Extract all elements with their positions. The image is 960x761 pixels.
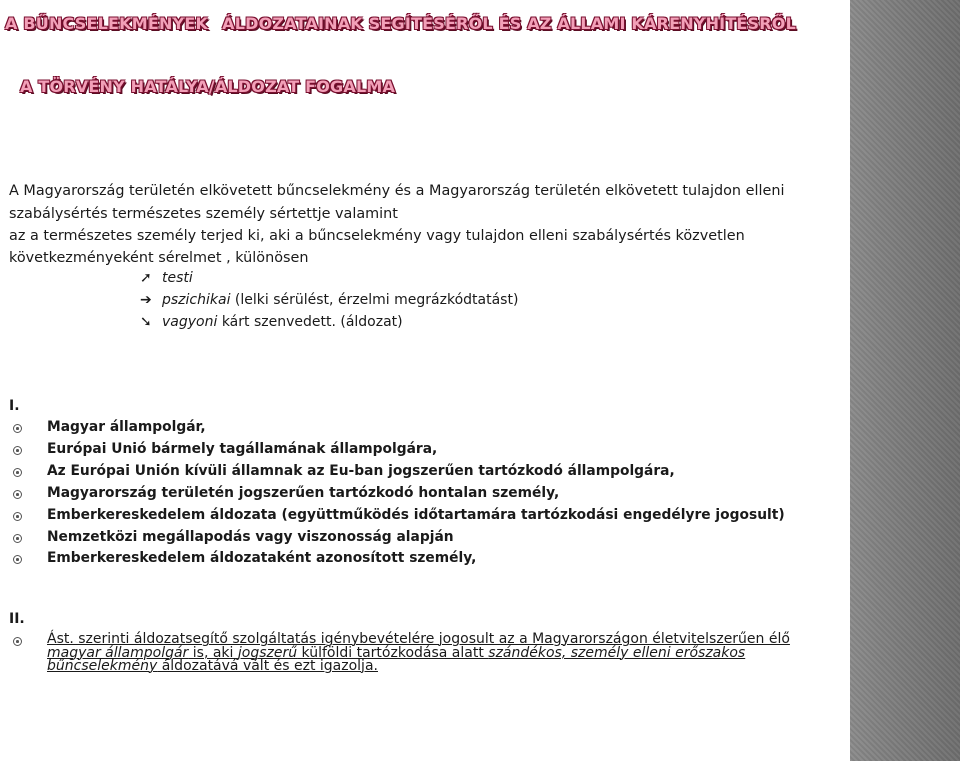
plain-span: áldozatává vált és ezt igazolja.: [157, 658, 378, 674]
intro-line-2: szabálysértés természetes személy sértettje valamint: [9, 206, 398, 222]
harm-label: pszichikai: [162, 292, 231, 308]
main-title-part-2: ÁLDOZATAINAK SEGÍTÉSÉRŐL ÉS AZ ÁLLAMI KÁRENYHÍTÉSRŐL: [222, 14, 797, 33]
bullet-icon: [13, 490, 22, 499]
intro-line-4: következményeként sérelmet , különösen: [9, 250, 309, 266]
harm-type-physical: [140, 270, 193, 286]
section-1-item: Az Európai Unión kívüli államnak az Eu-ban jogszerűen tartózkodó állampolgára,: [47, 463, 675, 479]
section-1-item: Magyarország területén jogszerűen tartózkodó hontalan személy,: [47, 485, 560, 501]
plain-span: is, aki: [188, 644, 238, 661]
harm-type-psychological: [140, 292, 518, 308]
italic-span: szándékos, személy elleni erőszakos: [488, 644, 746, 661]
bullet-icon: [13, 446, 22, 455]
section-2-line-1: Ást. szerinti áldozatsegítő szolgáltatás igénybevételére jogosult az a Magyarországon életvitelszerűen élő: [47, 631, 790, 647]
intro-line-3: az a természetes személy terjed ki, aki a bűncselekmény vagy tulajdon elleni szabálysértés közvetlen: [9, 228, 745, 244]
harm-label: testi: [162, 270, 193, 286]
arrow-down-right-icon: ➘: [140, 314, 152, 330]
bullet-icon: [13, 512, 22, 521]
harm-rest: kárt szenvedett. (áldozat): [217, 314, 403, 330]
bullet-icon: [13, 424, 22, 433]
harm-type-financial: [140, 314, 403, 330]
section-1-item: Emberkereskedelem áldozataként azonosított személy,: [47, 550, 477, 566]
bullet-icon: [13, 468, 22, 477]
section-1-numeral: I.: [9, 398, 20, 414]
section-2-numeral: II.: [9, 611, 25, 627]
arrow-up-right-icon: ➚: [140, 270, 152, 286]
section-1-item: Emberkereskedelem áldozata (együttműködés időtartamára tartózkodási engedélyre jogosult): [47, 507, 785, 523]
arrow-right-icon: ➔: [140, 292, 152, 308]
harm-rest: (lelki sérülést, érzelmi megrázkódtatást): [230, 292, 519, 308]
bullet-icon: [13, 534, 22, 543]
decorative-side-band: [850, 0, 960, 761]
section-2-paragraph: [47, 633, 807, 674]
section-1-item: Nemzetközi megállapodás vagy viszonosság alapján: [47, 529, 454, 545]
main-title: [5, 14, 796, 33]
bullet-icon: [13, 555, 22, 564]
section-2-line-3: [47, 660, 807, 674]
section-1-item: Magyar állampolgár,: [47, 419, 206, 435]
harm-label: vagyoni: [162, 314, 218, 330]
subtitle: A TÖRVÉNY HATÁLYA/ÁLDOZAT FOGALMA: [20, 77, 396, 96]
italic-span: magyar állampolgár: [47, 644, 189, 661]
plain-span: külföldi tartózkodása alatt: [297, 644, 489, 661]
bullet-icon: [13, 637, 22, 646]
intro-line-1: A Magyarország területén elkövetett bűncselekmény és a Magyarország területén elkövetett tulajdon elleni: [9, 183, 785, 199]
italic-span: jogszerű: [237, 644, 298, 661]
main-title-part-1: A BŰNCSELEKMÉNYEK: [5, 14, 209, 33]
italic-span: bűncselekmény: [47, 658, 158, 674]
section-1-item: Európai Unió bármely tagállamának állampolgára,: [47, 441, 438, 457]
